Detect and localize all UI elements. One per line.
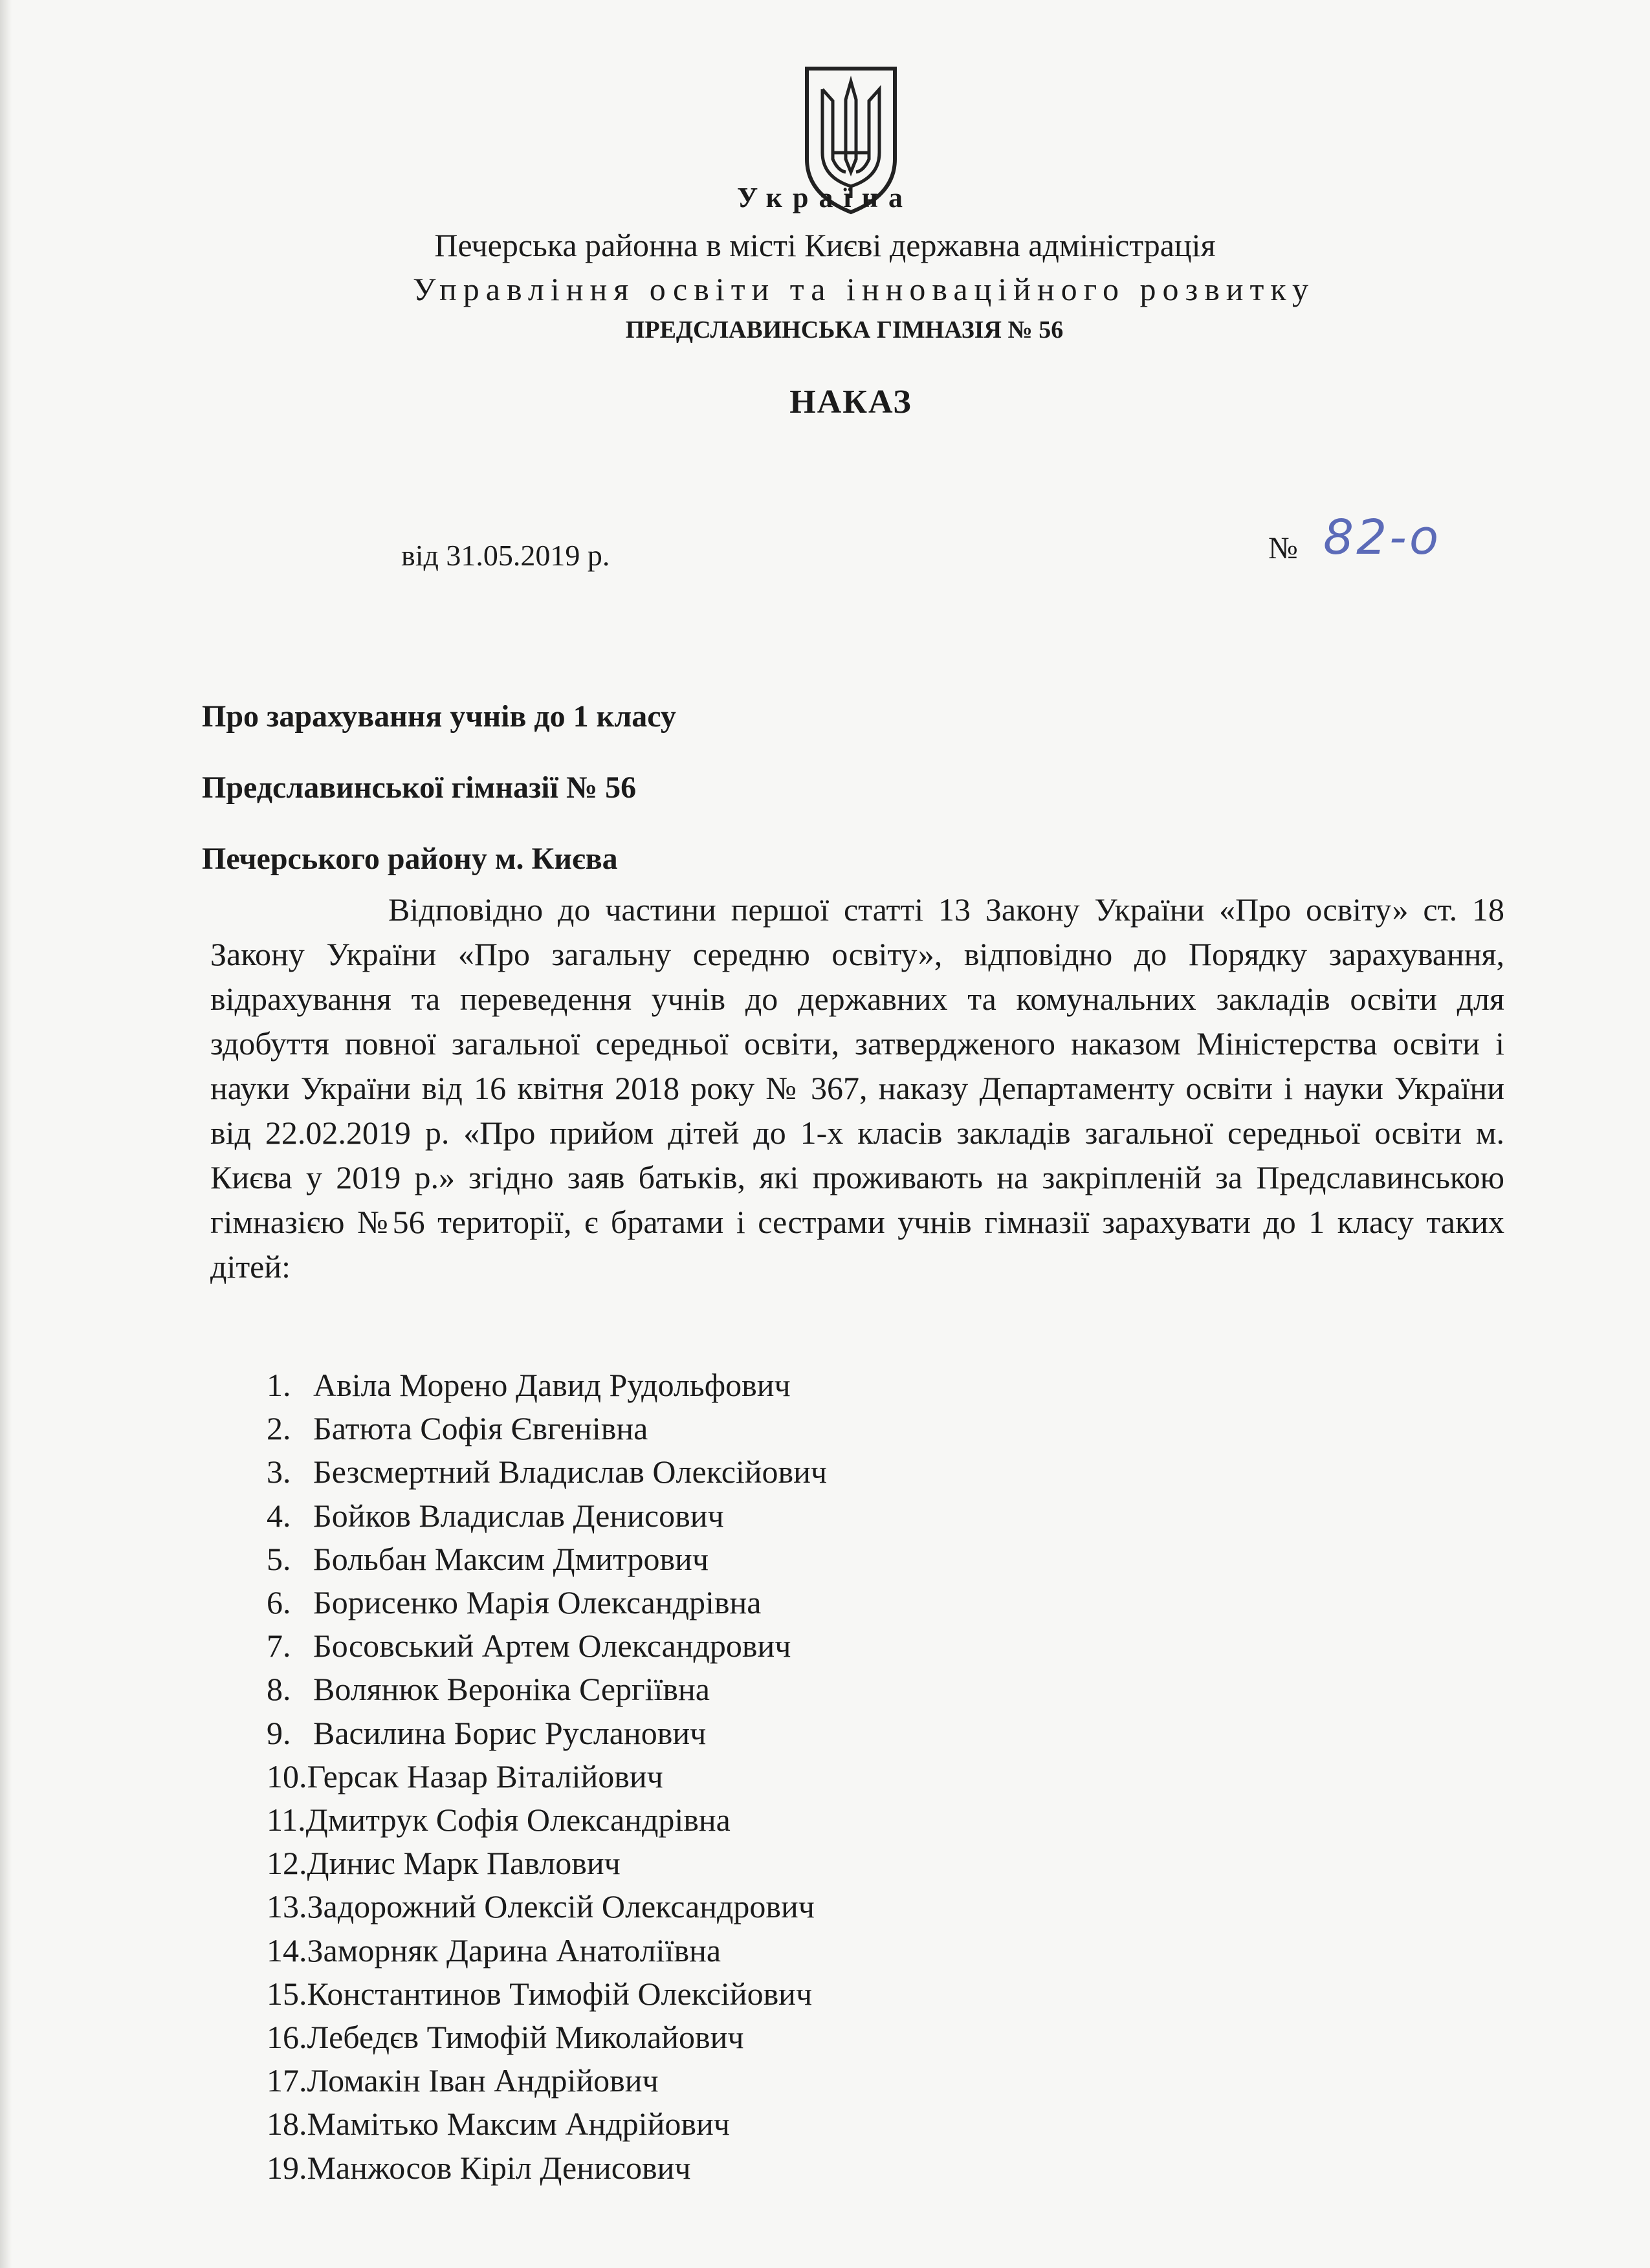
list-item-number: 9.	[267, 1714, 291, 1751]
list-item-name: Лебедєв Тимофій Миколайович	[307, 2019, 744, 2056]
list-item-name: Батюта Софія Євгенівна	[313, 1410, 648, 1447]
list-item-number: 2.	[267, 1410, 291, 1447]
list-item-number: 7.	[267, 1628, 291, 1664]
student-list	[267, 1364, 827, 2190]
list-item-name: Босовський Артем Олександрович	[313, 1628, 791, 1664]
list-item-number: 19.	[267, 2149, 307, 2186]
department-name: Управління освіти та інноваційного розвитку	[413, 271, 1315, 307]
list-item-number: 16.	[267, 2019, 307, 2056]
list-item-name: Ломакін Іван Андрійович	[307, 2062, 659, 2099]
subject-line-3: Печерського району м. Києва	[202, 842, 618, 876]
order-number-handwritten: 82-о	[1323, 510, 1442, 565]
order-body-text: Відповідно до частини першої статті 13 Закону України «Про освіту» ст. 18 Закону України «Про загальну середню освіту», відповідно до Порядку зарахування, відрахування та переведення учнів до державних та комунальних закладів освіти для здобуття повної загальної середньої освіти, затвердженого наказом Міністерства освіти і науки України від 16 квітня 2018 року № 367, наказу Департаменту освіти і науки України від 22.02.2019 р. «Про прийом дітей до 1-х класів закладів загальної середньої освіти м. Києва у 2019 р.» згідно заяв батьків, які проживають на закріпленій за Предславинською гімназією №56 території, є братами і сестрами учнів гімназії зарахувати до 1 класу таких дітей:	[210, 891, 1504, 1285]
scan-edge-shadow	[0, 0, 12, 2268]
list-item-number: 1.	[267, 1367, 291, 1403]
list-item-number: 17.	[267, 2062, 307, 2099]
list-item-name: Борисенко Марія Олександрівна	[313, 1584, 762, 1621]
list-item-number: 6.	[267, 1584, 291, 1621]
list-item	[267, 1712, 827, 1755]
list-item-name: Бойков Владислав Денисович	[313, 1497, 724, 1534]
list-item-number: 14.	[267, 1932, 307, 1968]
list-item	[267, 1798, 827, 1842]
list-item	[267, 1972, 827, 2016]
list-item	[267, 1494, 827, 1538]
list-item	[267, 1755, 827, 1798]
list-item	[267, 2016, 827, 2059]
list-item-number: 12.	[267, 1845, 307, 1882]
administration-name: Печерська районна в місті Києві державна адміністрація	[434, 227, 1216, 263]
list-item-number: 15.	[267, 1975, 307, 2012]
list-item-number: 11.	[267, 1802, 306, 1838]
order-number-sign: №	[1268, 531, 1298, 565]
list-item	[267, 2059, 827, 2102]
list-item	[267, 1364, 827, 1407]
list-item-number: 4.	[267, 1497, 291, 1534]
list-item-name: Дмитрук Софія Олександрівна	[305, 1802, 731, 1838]
list-item	[267, 2146, 827, 2190]
list-item-name: Авіла Морено Давид Рудольфович	[313, 1367, 791, 1403]
list-item-name: Константинов Тимофій Олексійович	[307, 1975, 813, 2012]
list-item	[267, 1885, 827, 1928]
list-item	[267, 2102, 827, 2146]
list-item-name: Больбан Максим Дмитрович	[313, 1540, 709, 1577]
list-item-name: Волянюк Вероніка Сергіївна	[313, 1671, 710, 1708]
order-title: НАКАЗ	[789, 384, 912, 420]
list-item	[267, 1624, 827, 1668]
school-name: ПРЕДСЛАВИНСЬКА ГІМНАЗІЯ № 56	[625, 316, 1064, 343]
list-item-number: 3.	[267, 1454, 291, 1490]
list-item	[267, 1407, 827, 1450]
list-item-name: Динис Марк Павлович	[307, 1845, 621, 1882]
order-date: від 31.05.2019 р.	[401, 539, 610, 572]
list-item-name: Безсмертний Владислав Олексійович	[313, 1454, 828, 1490]
subject-line-1: Про зарахування учнів до 1 класу	[202, 699, 676, 734]
list-item-number: 13.	[267, 1888, 307, 1925]
list-item	[267, 1450, 827, 1494]
list-item-name: Герсак Назар Віталійович	[307, 1758, 663, 1794]
list-item-name: Василина Борис Русланович	[313, 1714, 707, 1751]
subject-line-2: Предславинської гімназії № 56	[202, 770, 637, 805]
list-item-name: Манжосов Кіріл Денисович	[307, 2149, 691, 2186]
country-name: Україна	[736, 182, 914, 213]
list-item	[267, 1581, 827, 1624]
list-item	[267, 1929, 827, 1972]
list-item-number: 10.	[267, 1758, 307, 1794]
list-item-name: Мамітько Максим Андрійович	[307, 2106, 730, 2143]
list-item	[267, 1538, 827, 1581]
list-item-number: 18.	[267, 2106, 307, 2143]
list-item	[267, 1842, 827, 1885]
list-item	[267, 1668, 827, 1711]
list-item-name: Заморняк Дарина Анатоліївна	[307, 1932, 721, 1968]
list-item-number: 5.	[267, 1540, 291, 1577]
list-item-name: Задорожний Олексій Олександрович	[307, 1888, 815, 1925]
list-item-number: 8.	[267, 1671, 291, 1708]
